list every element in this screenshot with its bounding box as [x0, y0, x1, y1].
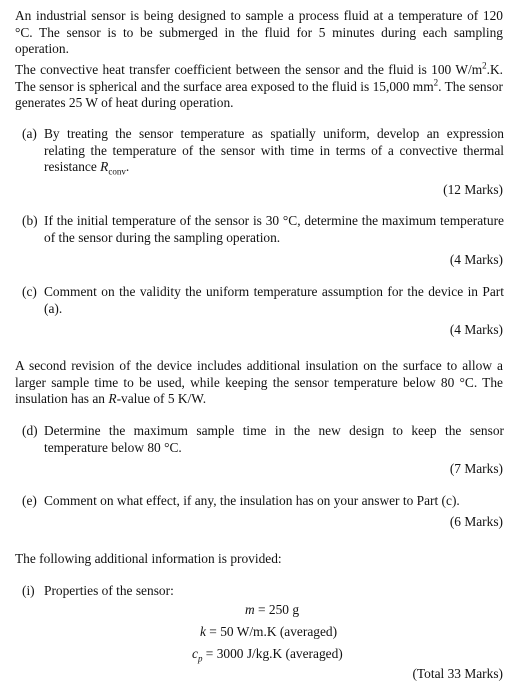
- marks-b: (4 Marks): [449, 252, 503, 267]
- superscript: 2: [482, 60, 487, 71]
- equation-rest: = 250 g: [254, 602, 300, 617]
- equation-conductivity: [200, 624, 337, 641]
- question-text: Comment on what effect, if any, the insulation has on your answer to Part (c).: [44, 493, 460, 508]
- revision-paragraph: [15, 358, 503, 408]
- subscript: conv: [108, 166, 126, 177]
- equation-specific-heat: [192, 646, 343, 663]
- item-text: Properties of the sensor:: [44, 583, 174, 598]
- total-marks: (Total 33 Marks): [412, 666, 503, 681]
- equation-mass: [245, 602, 299, 619]
- question-text: By treating the sensor temperature as spatially uniform, develop an expression relating the temperature of the sensor with time in terms of a convective thermal resistance: [44, 126, 504, 175]
- intro-paragraph-2: [15, 62, 503, 112]
- question-label: (e): [22, 493, 37, 508]
- superscript: 2: [433, 77, 439, 88]
- symbol: k: [200, 624, 206, 639]
- question-label: (c): [22, 284, 37, 299]
- symbol: R: [100, 159, 109, 175]
- question-label: (b): [22, 213, 38, 228]
- equation-rest: = 50 W/m.K (averaged): [205, 624, 338, 639]
- question-label: (a): [22, 126, 37, 141]
- intro-text-1: An industrial sensor is being designed to sample a process fluid at a temperature of 120 °C. The sensor is to be submerged in the fluid for 5 minutes during each sampling operation.: [15, 8, 503, 57]
- marks-a: (12 Marks): [443, 182, 503, 197]
- question-label: (d): [22, 423, 38, 438]
- question-d: [22, 423, 504, 456]
- marks-d: (7 Marks): [449, 461, 503, 476]
- symbol: m: [245, 602, 255, 617]
- question-text: If the initial temperature of the sensor is 30 °C, determine the maximum temperature of the sensor during the sampling operation.: [44, 213, 504, 245]
- marks-c: (4 Marks): [449, 322, 503, 337]
- intro-text-2b: .K. The sensor is spherical and the surface area exposed to the fluid is 15,000 mm: [15, 62, 503, 94]
- question-body: [44, 126, 504, 176]
- symbol: R: [108, 391, 117, 407]
- equation-rest: = 3000 J/kg.K (averaged): [202, 646, 343, 661]
- question-a: [22, 126, 504, 176]
- revision-text-tail: -value of 5 K/W.: [116, 391, 207, 407]
- question-text: Comment on the validity the uniform temperature assumption for the device in Part (a).: [44, 284, 504, 316]
- symbol: c: [192, 646, 198, 661]
- revision-text: A second revision of the device includes additional insulation on the surface to allow a larger sample time to be used, while keeping the sensor temperature below 80 °C. The insulation has an: [15, 358, 503, 407]
- item-label: (i): [22, 583, 35, 598]
- question-text: Determine the maximum sample time in the new design to keep the sensor temperature below 80 °C.: [44, 423, 504, 455]
- punctuation: .: [125, 159, 130, 175]
- question-c: [22, 284, 504, 317]
- info-item-i: [22, 583, 504, 600]
- info-heading: The following additional information is provided:: [15, 551, 282, 566]
- subscript: p: [197, 653, 203, 664]
- marks-e: (6 Marks): [449, 514, 503, 529]
- question-b: [22, 213, 504, 246]
- intro-text-2c: . The sensor generates 25 W of heat during operation.: [15, 78, 503, 111]
- intro-text-2a: The convective heat transfer coefficient between the sensor and the fluid is 100 W/m: [15, 62, 483, 77]
- intro-paragraph-1: [15, 8, 503, 58]
- question-e: [22, 493, 504, 510]
